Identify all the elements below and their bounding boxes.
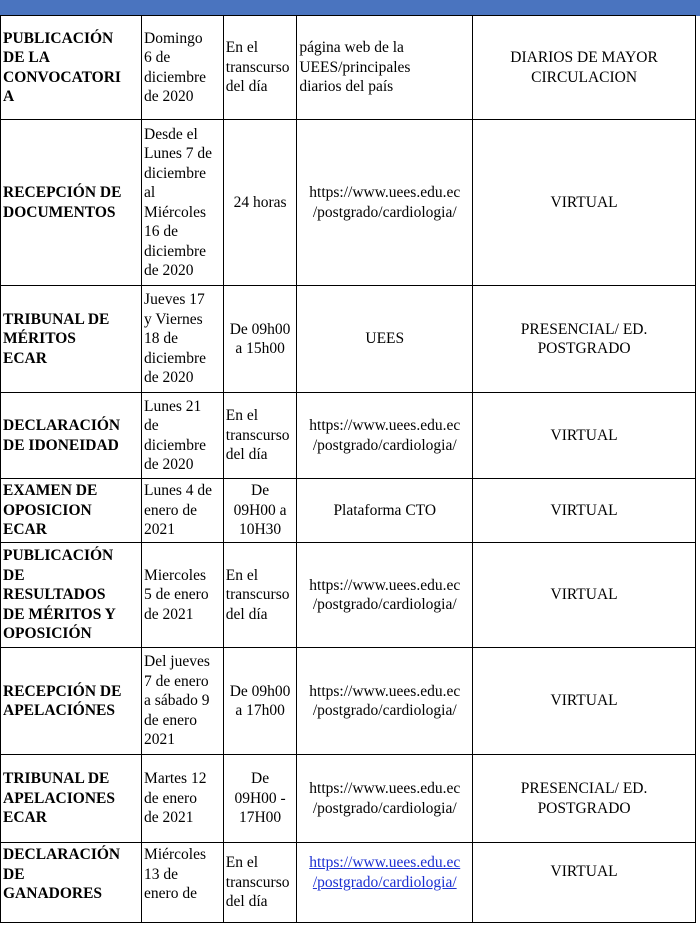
time-cell: De 09H00 - 17H00	[223, 755, 297, 843]
location-cell: https://www.uees.edu.ec /postgrado/cardiologia/	[297, 648, 473, 755]
location-cell: https://www.uees.edu.ec /postgrado/cardiologia/	[297, 120, 473, 286]
time-cell: De 09h00 a 15h00	[223, 286, 297, 393]
location-cell	[297, 843, 473, 923]
event-cell: DECLARACIÓN DE IDONEIDAD	[1, 393, 142, 479]
time-cell: De 09h00 a 17h00	[223, 648, 297, 755]
modality-cell: PRESENCIAL/ ED. POSTGRADO	[473, 286, 696, 393]
date-cell: Del jueves 7 de enero a sábado 9 de enero 2021	[142, 648, 224, 755]
modality-cell: VIRTUAL	[473, 479, 696, 543]
modality-cell: VIRTUAL	[473, 393, 696, 479]
time-cell: De 09H00 a 10H30	[223, 479, 297, 543]
table-row	[1, 16, 696, 120]
date-cell: Domingo 6 de diciembre de 2020	[142, 16, 224, 120]
modality-cell: PRESENCIAL/ ED. POSTGRADO	[473, 755, 696, 843]
schedule-table	[0, 15, 696, 923]
date-cell: Lunes 4 de enero de 2021	[142, 479, 224, 543]
modality-cell: VIRTUAL	[473, 843, 696, 923]
table-row	[1, 479, 696, 543]
table-row	[1, 843, 696, 923]
table-row	[1, 755, 696, 843]
location-cell: UEES	[297, 286, 473, 393]
table-row	[1, 120, 696, 286]
location-cell: Plataforma CTO	[297, 479, 473, 543]
event-cell: PUBLICACIÓN DE RESULTADOS DE MÉRITOS Y OPOSICIÓN	[1, 543, 142, 648]
location-cell: https://www.uees.edu.ec /postgrado/cardiologia/	[297, 543, 473, 648]
location-cell: https://www.uees.edu.ec /postgrado/cardiologia/	[297, 393, 473, 479]
modality-cell: DIARIOS DE MAYOR CIRCULACION	[473, 16, 696, 120]
table-header-band	[0, 0, 700, 16]
date-cell: Martes 12 de enero de 2021	[142, 755, 224, 843]
time-cell: En el transcurso del día	[223, 16, 297, 120]
date-cell: Lunes 21 de diciembre de 2020	[142, 393, 224, 479]
location-cell: página web de la UEES/principales diarios del país	[297, 16, 473, 120]
modality-cell: VIRTUAL	[473, 120, 696, 286]
time-cell: 24 horas	[223, 120, 297, 286]
modality-cell: VIRTUAL	[473, 648, 696, 755]
table-row	[1, 543, 696, 648]
time-cell: En el transcurso del día	[223, 543, 297, 648]
event-cell: RECEPCIÓN DE DOCUMENTOS	[1, 120, 142, 286]
time-cell: En el transcurso del día	[223, 843, 297, 923]
website-link[interactable]: https://www.uees.edu.ec /postgrado/cardiologia/	[309, 854, 461, 891]
event-cell: TRIBUNAL DE APELACIONES ECAR	[1, 755, 142, 843]
table-row	[1, 648, 696, 755]
event-cell: EXAMEN DE OPOSICION ECAR	[1, 479, 142, 543]
date-cell: Desde el Lunes 7 de diciembre al Miércoles 16 de diciembre de 2020	[142, 120, 224, 286]
location-cell: https://www.uees.edu.ec /postgrado/cardiologia/	[297, 755, 473, 843]
date-cell: Miércoles 13 de enero de	[142, 843, 224, 923]
event-cell: PUBLICACIÓN DE LA CONVOCATORI A	[1, 16, 142, 120]
time-cell: En el transcurso del día	[223, 393, 297, 479]
modality-cell: VIRTUAL	[473, 543, 696, 648]
event-cell: TRIBUNAL DE MÉRITOS ECAR	[1, 286, 142, 393]
date-cell: Miercoles 5 de enero de 2021	[142, 543, 224, 648]
event-cell: DECLARACIÓN DE GANADORES	[1, 843, 142, 923]
event-cell: RECEPCIÓN DE APELACIÓNES	[1, 648, 142, 755]
date-cell: Jueves 17 y Viernes 18 de diciembre de 2020	[142, 286, 224, 393]
table-row	[1, 286, 696, 393]
table-row	[1, 393, 696, 479]
